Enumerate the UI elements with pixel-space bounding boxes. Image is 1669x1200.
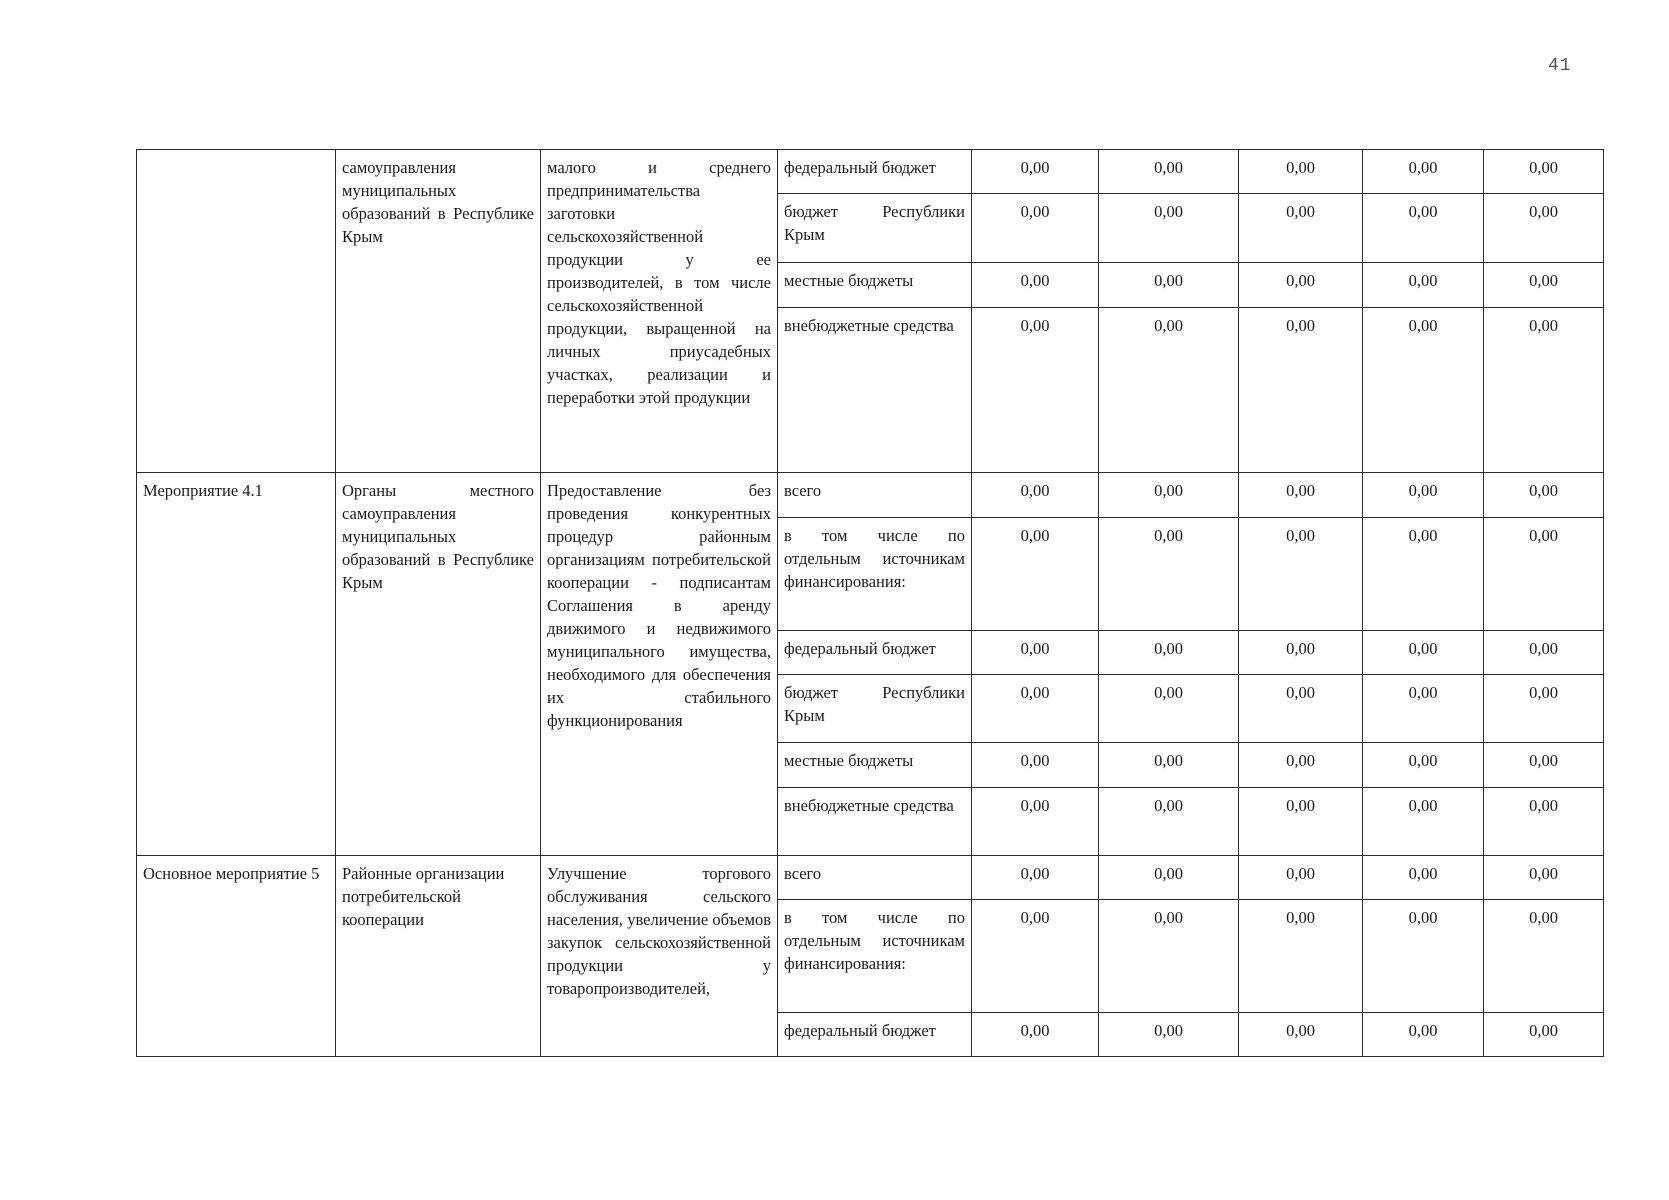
source-cell: внебюджетные средства [778, 788, 972, 856]
value-cell: 0,00 [1239, 473, 1363, 518]
source-cell: в том числе по отдельным источникам финансирования: [778, 518, 972, 631]
value-cell: 0,00 [1484, 308, 1604, 473]
value-cell: 0,00 [1484, 675, 1604, 743]
value-cell: 0,00 [972, 150, 1099, 194]
value-cell: 0,00 [1363, 675, 1484, 743]
description-cell: Улучшение торгового обслуживания сельского населения, увеличение объемов закупок сельскохозяйственной продукции у товаропроизводителей, [541, 856, 778, 1057]
value-cell: 0,00 [1363, 150, 1484, 194]
value-cell: 0,00 [1099, 473, 1239, 518]
source-cell: бюджет Республики Крым [778, 194, 972, 263]
value-cell: 0,00 [1484, 1013, 1604, 1057]
value-cell: 0,00 [972, 518, 1099, 631]
table-row [137, 150, 1604, 194]
value-cell: 0,00 [1239, 308, 1363, 473]
event-cell: Мероприятие 4.1 [137, 473, 336, 856]
event-cell: Основное мероприятие 5 [137, 856, 336, 1057]
source-cell: федеральный бюджет [778, 150, 972, 194]
value-cell: 0,00 [972, 308, 1099, 473]
value-cell: 0,00 [1099, 518, 1239, 631]
value-cell: 0,00 [1099, 194, 1239, 263]
source-cell: федеральный бюджет [778, 631, 972, 675]
value-cell: 0,00 [1484, 518, 1604, 631]
value-cell: 0,00 [1484, 856, 1604, 900]
value-cell: 0,00 [1484, 194, 1604, 263]
source-cell: бюджет Республики Крым [778, 675, 972, 743]
value-cell: 0,00 [1363, 631, 1484, 675]
value-cell: 0,00 [1239, 194, 1363, 263]
value-cell: 0,00 [1363, 743, 1484, 788]
value-cell: 0,00 [1363, 473, 1484, 518]
table-body [137, 150, 1604, 1057]
source-cell: местные бюджеты [778, 263, 972, 308]
value-cell: 0,00 [972, 900, 1099, 1013]
value-cell: 0,00 [972, 631, 1099, 675]
value-cell: 0,00 [1099, 900, 1239, 1013]
executor-cell: Органы местного самоуправления муниципальных образований в Республике Крым [336, 473, 541, 856]
value-cell: 0,00 [1239, 1013, 1363, 1057]
value-cell: 0,00 [972, 473, 1099, 518]
value-cell: 0,00 [1239, 900, 1363, 1013]
executor-cell: самоуправления муниципальных образований в Республике Крым [336, 150, 541, 473]
value-cell: 0,00 [972, 194, 1099, 263]
value-cell: 0,00 [1239, 263, 1363, 308]
value-cell: 0,00 [1484, 263, 1604, 308]
value-cell: 0,00 [1363, 856, 1484, 900]
value-cell: 0,00 [1484, 788, 1604, 856]
value-cell: 0,00 [1239, 631, 1363, 675]
value-cell: 0,00 [1239, 675, 1363, 743]
value-cell: 0,00 [972, 263, 1099, 308]
value-cell: 0,00 [1239, 150, 1363, 194]
description-cell: малого и среднего предпринимательства заготовки сельскохозяйственной продукции у ее производителей, в том числе сельскохозяйственной продукции, выращенной на личных приусадебных участках, реализации и переработки этой продукции [541, 150, 778, 473]
value-cell: 0,00 [972, 675, 1099, 743]
value-cell: 0,00 [1099, 675, 1239, 743]
value-cell: 0,00 [1363, 1013, 1484, 1057]
executor-cell: Районные организации потребительской кооперации [336, 856, 541, 1057]
value-cell: 0,00 [1484, 631, 1604, 675]
value-cell: 0,00 [972, 743, 1099, 788]
value-cell: 0,00 [1239, 856, 1363, 900]
value-cell: 0,00 [1363, 900, 1484, 1013]
value-cell: 0,00 [1363, 308, 1484, 473]
value-cell: 0,00 [1484, 150, 1604, 194]
value-cell: 0,00 [1099, 788, 1239, 856]
event-cell [137, 150, 336, 473]
value-cell: 0,00 [1099, 263, 1239, 308]
value-cell: 0,00 [1099, 631, 1239, 675]
value-cell: 0,00 [1363, 194, 1484, 263]
description-cell: Предоставление без проведения конкурентных процедур районным организациям потребительской кооперации - подписантам Соглашения в аренду движимого и недвижимого муниципального имущества, необходимого для обеспечения их стабильного функционирования [541, 473, 778, 856]
value-cell: 0,00 [1099, 743, 1239, 788]
value-cell: 0,00 [1099, 856, 1239, 900]
value-cell: 0,00 [1099, 150, 1239, 194]
table-row [137, 856, 1604, 900]
value-cell: 0,00 [1099, 1013, 1239, 1057]
value-cell: 0,00 [1099, 308, 1239, 473]
value-cell: 0,00 [972, 1013, 1099, 1057]
value-cell: 0,00 [972, 856, 1099, 900]
source-cell: внебюджетные средства [778, 308, 972, 473]
value-cell: 0,00 [1239, 788, 1363, 856]
value-cell: 0,00 [1363, 263, 1484, 308]
source-cell: в том числе по отдельным источникам финансирования: [778, 900, 972, 1013]
value-cell: 0,00 [1239, 743, 1363, 788]
page-number: 41 [1548, 56, 1572, 76]
value-cell: 0,00 [1484, 743, 1604, 788]
value-cell: 0,00 [1484, 900, 1604, 1013]
funding-table [136, 149, 1604, 1057]
value-cell: 0,00 [972, 788, 1099, 856]
value-cell: 0,00 [1484, 473, 1604, 518]
table-row [137, 473, 1604, 518]
source-cell: всего [778, 473, 972, 518]
value-cell: 0,00 [1363, 518, 1484, 631]
value-cell: 0,00 [1239, 518, 1363, 631]
source-cell: местные бюджеты [778, 743, 972, 788]
source-cell: всего [778, 856, 972, 900]
value-cell: 0,00 [1363, 788, 1484, 856]
source-cell: федеральный бюджет [778, 1013, 972, 1057]
